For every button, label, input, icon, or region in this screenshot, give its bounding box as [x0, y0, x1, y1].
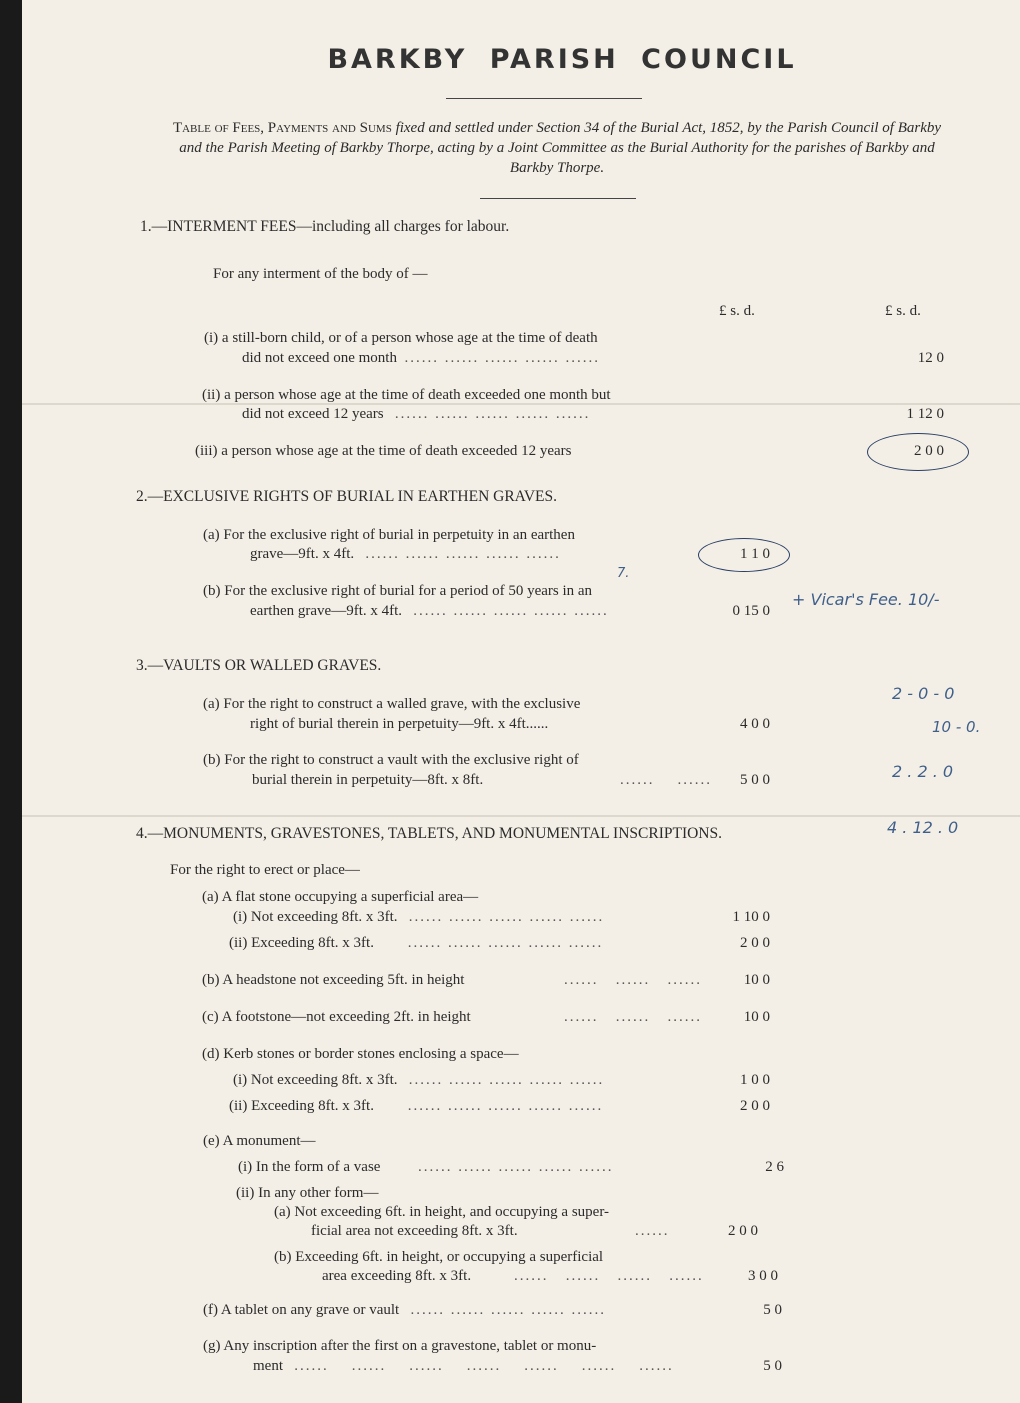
- item-4-d-i-amount: 1 0 0: [740, 1072, 770, 1088]
- item-1-ii-amount: 1 12 0: [906, 406, 944, 422]
- intro-rule: [480, 198, 636, 199]
- item-4-f: (f) A tablet on any grave or vault ...... ...... ...... ...... ......: [203, 1302, 606, 1318]
- item-4-e-ii-b-line2: area exceeding 8ft. x 3ft.: [322, 1268, 472, 1284]
- dot-leader: ...... ...... ...... ......: [514, 1268, 704, 1284]
- handwritten-margin: 2 . 2 . 0: [892, 762, 954, 781]
- item-4-d-i: (i) Not exceeding 8ft. x 3ft. ...... ...... ...... ...... ......: [233, 1072, 605, 1088]
- handwritten-note: + Vicar's Fee. 10/-: [792, 590, 940, 609]
- item-3-b-line1: (b) For the right to construct a vault with the exclusive right of: [203, 752, 579, 768]
- dot-leader: ......: [635, 1223, 670, 1239]
- section-3-heading: 3.—VAULTS OR WALLED GRAVES.: [136, 657, 382, 674]
- item-4-e-ii-a-line2: ficial area not exceeding 8ft. x 3ft.: [311, 1223, 518, 1239]
- handwritten-margin: 4 . 12 . 0: [887, 818, 959, 837]
- item-1-i-line1: (i) a still-born child, or of a person whose age at the time of death: [204, 330, 598, 346]
- page-title: BARKBY PARISH COUNCIL: [327, 44, 797, 75]
- intro-smallcaps: Table of Fees, Payments and Sums: [172, 120, 392, 136]
- item-2-a-line1: (a) For the exclusive right of burial in perpetuity in an earthen: [203, 527, 575, 543]
- item-3-b-line2: burial therein in perpetuity—8ft. x 8ft.: [252, 772, 484, 788]
- handwritten-margin: 2 - 0 - 0: [892, 684, 955, 703]
- item-4-b: (b) A headstone not exceeding 5ft. in height: [202, 972, 465, 988]
- item-4-g-line2: ment ...... ...... ...... ...... ...... ...... ......: [253, 1358, 674, 1374]
- item-2-b-line2: earthen grave—9ft. x 4ft. ...... ...... ...... ...... ......: [250, 603, 609, 619]
- item-2-a-amount: 1 1 0: [740, 546, 770, 562]
- section-1-heading: 1.—INTERMENT FEES—including all charges for labour.: [140, 218, 510, 235]
- item-4-d-ii: (ii) Exceeding 8ft. x 3ft. ...... ...... ...... ...... ......: [229, 1098, 604, 1114]
- item-4-g-amount: 5 0: [763, 1358, 782, 1374]
- item-3-a-line2: right of burial therein in perpetuity—9ft. x 4ft......: [250, 716, 549, 732]
- item-4-g-line1: (g) Any inscription after the first on a gravestone, tablet or monu-: [203, 1338, 597, 1354]
- item-3-a-amount: 4 0 0: [740, 716, 770, 732]
- item-1-ii-line1: (ii) a person whose age at the time of death exceeded one month but: [202, 387, 611, 403]
- intro-text: fixed and settled under Section 34 of the Burial Act, 1852, by the Parish Council of Barkby and the Parish Meeting of Barkby Thorpe, acting by a Joint Committee as the Burial Authority for the parishes of Barkby and Barkby Thorpe.: [179, 120, 942, 176]
- item-4-c-amount: 10 0: [743, 1009, 770, 1025]
- item-4-a-i: (i) Not exceeding 8ft. x 3ft. ...... ...... ...... ...... ......: [233, 909, 605, 925]
- item-4-c: (c) A footstone—not exceeding 2ft. in height: [202, 1009, 471, 1025]
- dot-leader: ...... ...... ......: [564, 1009, 702, 1025]
- handwritten-margin: 10 - 0.: [932, 718, 981, 736]
- item-2-b-line1: (b) For the exclusive right of burial for a period of 50 years in an: [203, 583, 593, 599]
- item-1-i-line2: did not exceed one month ...... ...... ...... ...... ......: [242, 350, 600, 366]
- handwritten-correction: 7.: [617, 566, 630, 581]
- item-4-e-ii: (ii) In any other form—: [236, 1185, 379, 1201]
- item-1-ii-line2: did not exceed 12 years ...... ...... ...... ...... ......: [242, 406, 591, 422]
- column-header-2: £ s. d.: [885, 303, 921, 319]
- item-4-a-ii: (ii) Exceeding 8ft. x 3ft. ...... ...... ...... ...... ......: [229, 935, 604, 951]
- item-4-e-ii-b-line1: (b) Exceeding 6ft. in height, or occupying a superficial: [274, 1249, 604, 1265]
- circle-mark: [867, 433, 969, 471]
- item-4-e-i: (i) In the form of a vase ...... ...... ...... ...... ......: [238, 1159, 614, 1175]
- item-1-iii-amount: 2 0 0: [914, 443, 944, 459]
- item-4-e-i-amount: 2 6: [765, 1159, 784, 1175]
- item-4-a-ii-amount: 2 0 0: [740, 935, 770, 951]
- item-4-e-ii-a-amount: 2 0 0: [728, 1223, 758, 1239]
- item-2-b-amount: 0 15 0: [732, 603, 770, 619]
- title-rule: [446, 98, 642, 99]
- intro-paragraph: [167, 118, 947, 178]
- section-1-lead: For any interment of the body of —: [213, 266, 428, 282]
- item-4-a-i-amount: 1 10 0: [732, 909, 770, 925]
- dot-leader: ...... ......: [620, 772, 712, 788]
- section-4-heading: 4.—MONUMENTS, GRAVESTONES, TABLETS, AND MONUMENTAL INSCRIPTIONS.: [136, 825, 722, 842]
- circle-mark: [698, 538, 790, 572]
- item-1-iii-line1: (iii) a person whose age at the time of death exceeded 12 years: [195, 443, 572, 459]
- item-4-d: (d) Kerb stones or border stones enclosing a space—: [202, 1046, 519, 1062]
- section-2-heading: 2.—EXCLUSIVE RIGHTS OF BURIAL IN EARTHEN GRAVES.: [136, 488, 558, 505]
- item-2-a-line2: grave—9ft. x 4ft. ...... ...... ...... ...... ......: [250, 546, 561, 562]
- item-4-a: (a) A flat stone occupying a superficial area—: [202, 889, 479, 905]
- item-4-e-ii-b-amount: 3 0 0: [748, 1268, 778, 1284]
- item-4-d-ii-amount: 2 0 0: [740, 1098, 770, 1114]
- item-4-f-amount: 5 0: [763, 1302, 782, 1318]
- item-4-b-amount: 10 0: [743, 972, 770, 988]
- item-1-i-amount: 12 0: [917, 350, 944, 366]
- item-4-e-ii-a-line1: (a) Not exceeding 6ft. in height, and occupying a super-: [274, 1204, 610, 1220]
- section-4-lead: For the right to erect or place—: [170, 862, 360, 878]
- item-4-e: (e) A monument—: [203, 1133, 316, 1149]
- column-header-1: £ s. d.: [719, 303, 755, 319]
- fee-table-document: [22, 0, 1020, 1403]
- fold-line: [22, 815, 1020, 817]
- item-3-b-amount: 5 0 0: [740, 772, 770, 788]
- item-3-a-line1: (a) For the right to construct a walled grave, with the exclusive: [203, 696, 581, 712]
- dot-leader: ...... ...... ......: [564, 972, 702, 988]
